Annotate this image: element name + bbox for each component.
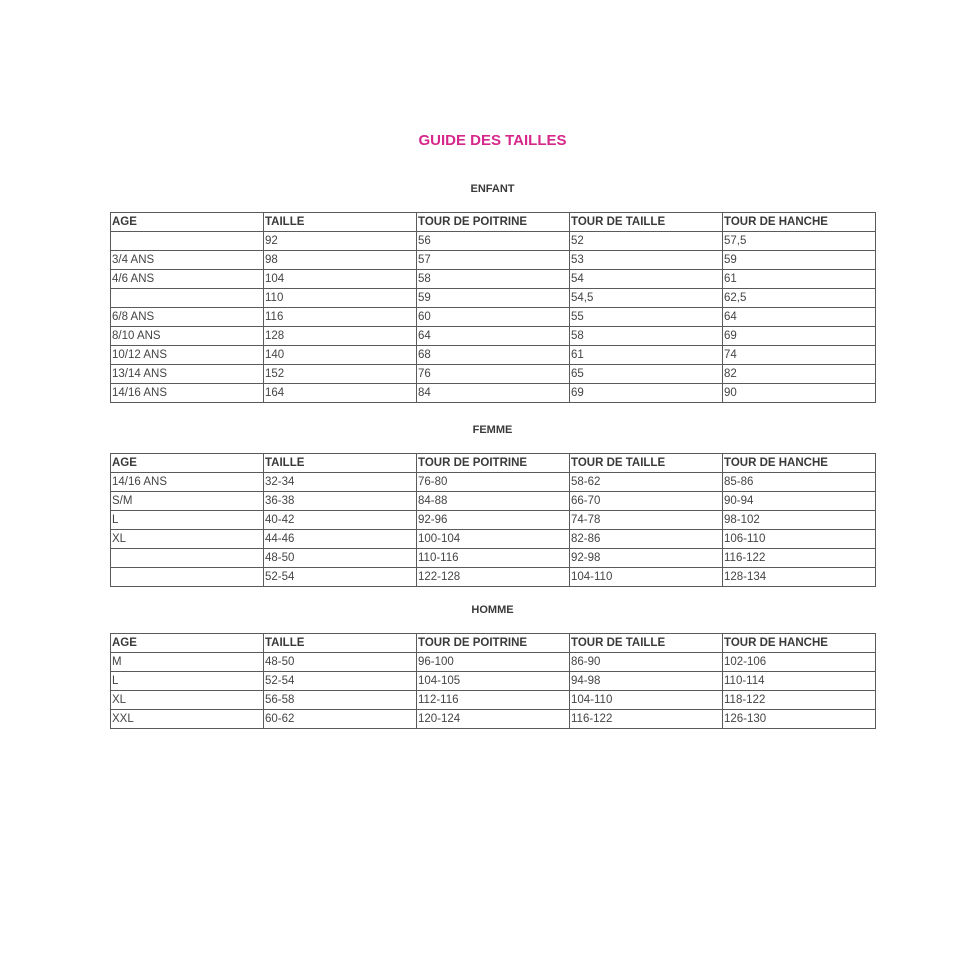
table-cell: 60-62 [264,710,417,729]
column-header: AGE [111,454,264,473]
table-cell: M [111,653,264,672]
table-cell: 82-86 [570,530,723,549]
table-row [111,270,876,289]
table-cell: 56 [417,232,570,251]
table-cell: 104-110 [570,568,723,587]
table-cell: 104 [264,270,417,289]
header-row [111,454,876,473]
table-cell: 48-50 [264,653,417,672]
table-cell: 57 [417,251,570,270]
header-row [111,634,876,653]
table-row [111,549,876,568]
table-cell: 57,5 [723,232,876,251]
table-cell: XL [111,691,264,710]
table-cell: 8/10 ANS [111,327,264,346]
table-cell: 92-98 [570,549,723,568]
table-cell: 64 [723,308,876,327]
table-cell [111,549,264,568]
table-cell: 84-88 [417,492,570,511]
table-row [111,473,876,492]
table-cell: 104-110 [570,691,723,710]
table-cell: 66-70 [570,492,723,511]
section-title-homme: HOMME [471,604,514,616]
table-row [111,232,876,251]
table-cell: 110-114 [723,672,876,691]
table-cell: 52 [570,232,723,251]
table-cell: 164 [264,384,417,403]
table-cell: 68 [417,346,570,365]
table-body [111,653,876,729]
table-cell: 86-90 [570,653,723,672]
size-table-enfant [110,212,876,403]
table-row [111,511,876,530]
table-cell: 84 [417,384,570,403]
table-cell: 59 [417,289,570,308]
table-cell: 116 [264,308,417,327]
table-cell: 6/8 ANS [111,308,264,327]
table-cell: 92 [264,232,417,251]
table-row [111,492,876,511]
table-cell: 10/12 ANS [111,346,264,365]
page-title: GUIDE DES TAILLES [418,132,567,149]
table-cell: 64 [417,327,570,346]
table-cell: XL [111,530,264,549]
table-cell: L [111,511,264,530]
table-cell: 116-122 [570,710,723,729]
column-header: AGE [111,213,264,232]
table-cell: 52-54 [264,672,417,691]
table-row [111,327,876,346]
table-cell: 58 [417,270,570,289]
column-header: TOUR DE HANCHE [723,634,876,653]
size-table-homme [110,633,876,729]
table-cell: 65 [570,365,723,384]
table-cell: 54 [570,270,723,289]
table-cell: 106-110 [723,530,876,549]
column-header: TOUR DE TAILLE [570,213,723,232]
table-cell: 100-104 [417,530,570,549]
table-cell: 14/16 ANS [111,384,264,403]
column-header: TOUR DE POITRINE [417,454,570,473]
table-body [111,232,876,403]
table-cell: 36-38 [264,492,417,511]
header-row [111,213,876,232]
table-cell: 44-46 [264,530,417,549]
table-cell: 61 [723,270,876,289]
table-cell: 110 [264,289,417,308]
table-cell: 48-50 [264,549,417,568]
table-row [111,251,876,270]
column-header: TAILLE [264,634,417,653]
table-header [111,634,876,653]
table-cell: 90-94 [723,492,876,511]
table-cell: 32-34 [264,473,417,492]
table-cell [111,289,264,308]
table-row [111,289,876,308]
table-row [111,653,876,672]
column-header: TOUR DE HANCHE [723,213,876,232]
table-cell: 76-80 [417,473,570,492]
table-cell: 62,5 [723,289,876,308]
table-row [111,384,876,403]
table-cell: S/M [111,492,264,511]
table-cell: 120-124 [417,710,570,729]
table-cell: 52-54 [264,568,417,587]
table-cell: 152 [264,365,417,384]
table-cell: 128-134 [723,568,876,587]
table-cell: 122-128 [417,568,570,587]
table-cell: 118-122 [723,691,876,710]
table-cell: 102-106 [723,653,876,672]
table-body [111,473,876,587]
table-cell: 14/16 ANS [111,473,264,492]
table-cell: 90 [723,384,876,403]
table-cell: 4/6 ANS [111,270,264,289]
table-cell: 40-42 [264,511,417,530]
table-cell: 74 [723,346,876,365]
table-header [111,213,876,232]
table-cell: 54,5 [570,289,723,308]
table-row [111,691,876,710]
column-header: TOUR DE POITRINE [417,634,570,653]
table-cell: 98 [264,251,417,270]
table-cell: 104-105 [417,672,570,691]
table-cell: 94-98 [570,672,723,691]
table-cell: 98-102 [723,511,876,530]
section-title-femme: FEMME [472,424,513,436]
table-cell: 58 [570,327,723,346]
table-cell: 76 [417,365,570,384]
table-cell: 3/4 ANS [111,251,264,270]
table-cell: 92-96 [417,511,570,530]
section-title-enfant: ENFANT [470,183,515,195]
table-cell: 69 [723,327,876,346]
table-row [111,568,876,587]
table-cell: 112-116 [417,691,570,710]
column-header: TAILLE [264,213,417,232]
table-row [111,710,876,729]
column-header: TOUR DE TAILLE [570,634,723,653]
column-header: TOUR DE TAILLE [570,454,723,473]
table-cell: 56-58 [264,691,417,710]
table-cell: 82 [723,365,876,384]
table-cell: 110-116 [417,549,570,568]
table-cell [111,568,264,587]
table-cell: L [111,672,264,691]
table-row [111,672,876,691]
table-row [111,346,876,365]
table-cell: 96-100 [417,653,570,672]
table-cell: 126-130 [723,710,876,729]
table-cell: 74-78 [570,511,723,530]
table-header [111,454,876,473]
table-row [111,308,876,327]
table-cell: 69 [570,384,723,403]
table-cell: 55 [570,308,723,327]
table-row [111,530,876,549]
column-header: AGE [111,634,264,653]
table-cell: 58-62 [570,473,723,492]
table-cell: 140 [264,346,417,365]
table-cell: 128 [264,327,417,346]
table-row [111,365,876,384]
table-cell: 53 [570,251,723,270]
size-table-femme [110,453,876,587]
column-header: TAILLE [264,454,417,473]
table-cell: 59 [723,251,876,270]
table-cell: XXL [111,710,264,729]
table-cell: 60 [417,308,570,327]
table-cell: 116-122 [723,549,876,568]
column-header: TOUR DE POITRINE [417,213,570,232]
table-cell [111,232,264,251]
column-header: TOUR DE HANCHE [723,454,876,473]
table-cell: 85-86 [723,473,876,492]
table-cell: 61 [570,346,723,365]
table-cell: 13/14 ANS [111,365,264,384]
